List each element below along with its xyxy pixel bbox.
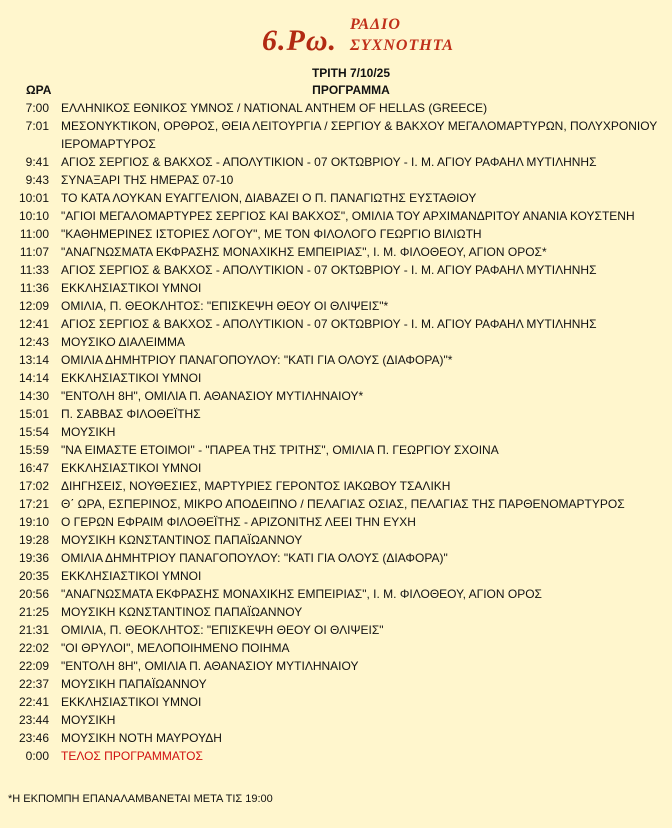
broadcast-time: 20:35 [18, 569, 49, 583]
program-title: Θ΄ ΩΡΑ, ΕΣΠΕΡΙΝΟΣ, ΜΙΚΡΟ ΑΠΟΔΕΙΠΝΟ / ΠΕΛΑΓΙΑΣ ΟΣΙΑΣ, ΠΕΛΑΓΙΑΣ ΤΗΣ ΠΑΡΘΕΝΟΜΑΡΤΥΡΟΣ [61, 497, 625, 511]
broadcast-time: 15:01 [18, 407, 49, 421]
schedule-row [0, 639, 672, 657]
broadcast-time: 15:59 [18, 443, 49, 457]
broadcast-time: 19:10 [18, 515, 49, 529]
logo-word-radio: ΡΑΔΙΟ [350, 16, 401, 33]
program-title: ΜΕΣΟΝΥΚΤΙΚΟΝ, ΟΡΘΡΟΣ, ΘΕΙΑ ΛΕΙΤΟΥΡΓΙΑ / ΣΕΡΓΙΟΥ & ΒΑΚΧΟΥ ΜΕΓΑΛΟΜΑΡΤΥΡΩΝ, ΠΟΛΥΧΡΟΝΙΟΥ ΙΕΡΟΜΑΡΤΥΡΟΣ [61, 119, 657, 151]
broadcast-time: 0:00 [25, 749, 49, 763]
program-title: ΕΚΚΛΗΣΙΑΣΤΙΚΟΙ ΥΜΝΟΙ [61, 569, 202, 583]
broadcast-time: 7:00 [25, 101, 49, 115]
program-title: "ΑΝΑΓΝΩΣΜΑΤΑ ΕΚΦΡΑΣΗΣ ΜΟΝΑΧΙΚΗΣ ΕΜΠΕΙΡΙΑΣ", Ι. Μ. ΦΙΛΟΘΕΟΥ, ΑΓΙΟΝ ΟΡΟΣ* [61, 245, 547, 259]
schedule-row [0, 189, 672, 207]
program-title: "ΑΝΑΓΝΩΣΜΑΤΑ ΕΚΦΡΑΣΗΣ ΜΟΝΑΧΙΚΗΣ ΕΜΠΕΙΡΙΑΣ", Ι. Μ. ΦΙΛΟΘΕΟΥ, ΑΓΙΟΝ ΟΡΟΣ [61, 587, 542, 601]
program-title: ΣΥΝΑΞΑΡΙ ΤΗΣ ΗΜΕΡΑΣ 07-10 [61, 173, 234, 187]
schedule-row [0, 333, 672, 351]
broadcast-time: 11:00 [19, 227, 49, 241]
broadcast-time: 9:41 [25, 155, 49, 169]
broadcast-time: 22:09 [18, 659, 49, 673]
broadcast-time: 11:07 [19, 245, 49, 259]
program-title: ΟΜΙΛΙΑ, Π. ΘΕΟΚΛΗΤΟΣ: "ΕΠΙΣΚΕΨΗ ΘΕΟΥ ΟΙ ΘΛΙΨΕΙΣ" [61, 623, 384, 637]
broadcast-time: 12:41 [18, 317, 49, 331]
program-title: ΜΟΥΣΙΚΗ ΚΩΝΣΤΑΝΤΙΝΟΣ ΠΑΠΑΪΩΑΝΝΟΥ [61, 605, 303, 619]
broadcast-time: 22:41 [18, 695, 49, 709]
schedule-row [0, 585, 672, 603]
program-title: Π. ΣΑΒΒΑΣ ΦΙΛΟΘΕΪΤΗΣ [61, 407, 201, 421]
program-column-header: ΠΡΟΓΡΑΜΜΑ [312, 83, 390, 97]
program-title: ΤΟ ΚΑΤΑ ΛΟΥΚΑΝ ΕΥΑΓΓΕΛΙΟΝ, ΔΙΑΒΑΖΕΙ Ο Π. ΠΑΝΑΓΙΩΤΗΣ ΕΥΣΤΑΘΙΟΥ [61, 191, 477, 205]
broadcast-time: 17:21 [18, 497, 49, 511]
broadcast-time: 12:09 [18, 299, 49, 313]
broadcast-time: 10:10 [18, 209, 49, 223]
broadcast-time: 23:46 [18, 731, 49, 745]
program-title: ΑΓΙΟΣ ΣΕΡΓΙΟΣ & ΒΑΚΧΟΣ - ΑΠΟΛΥΤΙΚΙΟΝ - 07 ΟΚΤΩΒΡΙΟΥ - Ι. Μ. ΑΓΙΟΥ ΡΑΦΑΗΛ ΜΥΤΙΛΗΝΗΣ [61, 317, 597, 331]
program-title: "ΕΝΤΟΛΗ 8Η", ΟΜΙΛΙΑ Π. ΑΘΑΝΑΣΙΟΥ ΜΥΤΙΛΗΝΑΙΟΥ [61, 659, 359, 673]
program-title: ΕΛΛΗΝΙΚΟΣ ΕΘΝΙΚΟΣ ΥΜΝΟΣ / NATIONAL ANTHEM OF HELLAS (GREECE) [61, 101, 488, 115]
program-title: ΤΕΛΟΣ ΠΡΟΓΡΑΜΜΑΤΟΣ [61, 749, 203, 763]
schedule-row [0, 297, 672, 315]
program-title: ΜΟΥΣΙΚΗ [61, 425, 116, 439]
schedule-date: ΤΡΙΤΗ 7/10/25 [311, 66, 391, 80]
schedule-list [0, 99, 672, 765]
schedule-row [0, 423, 672, 441]
broadcast-time: 11:33 [19, 263, 49, 277]
schedule-row [0, 567, 672, 585]
broadcast-time: 20:56 [18, 587, 49, 601]
station-logo [0, 10, 672, 62]
schedule-row [0, 657, 672, 675]
program-title: ΜΟΥΣΙΚΗ [61, 713, 116, 727]
logo-word-frequency: ΣΥΧΝΟΤΗΤΑ [350, 37, 454, 54]
program-title: ΜΟΥΣΙΚΟ ΔΙΑΛΕΙΜΜΑ [61, 335, 186, 349]
program-title: "ΟΙ ΘΡΥΛΟΙ", ΜΕΛΟΠΟΙΗΜΕΝΟ ΠΟΙΗΜΑ [61, 641, 290, 655]
schedule-row [0, 387, 672, 405]
broadcast-time: 7:01 [25, 119, 49, 133]
program-title: "ΚΑΘΗΜΕΡΙΝΕΣ ΙΣΤΟΡΙΕΣ ΛΟΓΟΥ", ΜΕ ΤΟΝ ΦΙΛΟΛΟΓΟ ΓΕΩΡΓΙΟ ΒΙΛΙΩΤΗ [61, 227, 482, 241]
broadcast-time: 16:47 [18, 461, 49, 475]
program-title: ΜΟΥΣΙΚΗ ΠΑΠΑΪΩΑΝΝΟΥ [61, 677, 207, 691]
broadcast-time: 15:54 [18, 425, 49, 439]
schedule-row [0, 477, 672, 495]
schedule-row [0, 675, 672, 693]
program-title: "ΕΝΤΟΛΗ 8Η", ΟΜΙΛΙΑ Π. ΑΘΑΝΑΣΙΟΥ ΜΥΤΙΛΗΝΑΙΟΥ* [61, 389, 364, 403]
schedule-row [0, 117, 672, 153]
schedule-row [0, 531, 672, 549]
schedule-row [0, 747, 672, 765]
program-title: ΕΚΚΛΗΣΙΑΣΤΙΚΟΙ ΥΜΝΟΙ [61, 461, 202, 475]
schedule-row [0, 207, 672, 225]
program-title: "ΝΑ ΕΙΜΑΣΤΕ ΕΤΟΙΜΟΙ" - "ΠΑΡΕΑ ΤΗΣ ΤΡΙΤΗΣ", ΟΜΙΛΙΑ Π. ΓΕΩΡΓΙΟΥ ΣΧΟΙΝΑ [61, 443, 499, 457]
schedule-row [0, 369, 672, 387]
program-title: Ο ΓΕΡΩΝ ΕΦΡΑΙΜ ΦΙΛΟΘΕΪΤΗΣ - ΑΡΙΖΟΝΙΤΗΣ ΛΕΕΙ ΤΗΝ ΕΥΧΗ [61, 515, 416, 529]
schedule-row [0, 513, 672, 531]
program-title: ΕΚΚΛΗΣΙΑΣΤΙΚΟΙ ΥΜΝΟΙ [61, 281, 202, 295]
schedule-row [0, 315, 672, 333]
broadcast-time: 10:01 [18, 191, 49, 205]
broadcast-time: 9:43 [25, 173, 49, 187]
broadcast-time: 12:43 [18, 335, 49, 349]
broadcast-time: 22:02 [18, 641, 49, 655]
program-title: ΑΓΙΟΣ ΣΕΡΓΙΟΣ & ΒΑΚΧΟΣ - ΑΠΟΛΥΤΙΚΙΟΝ - 07 ΟΚΤΩΒΡΙΟΥ - Ι. Μ. ΑΓΙΟΥ ΡΑΦΑΗΛ ΜΥΤΙΛΗΝΗΣ [61, 155, 597, 169]
program-title: ΑΓΙΟΣ ΣΕΡΓΙΟΣ & ΒΑΚΧΟΣ - ΑΠΟΛΥΤΙΚΙΟΝ - 07 ΟΚΤΩΒΡΙΟΥ - Ι. Μ. ΑΓΙΟΥ ΡΑΦΑΗΛ ΜΥΤΙΛΗΝΗΣ [61, 263, 597, 277]
program-title: ΔΙΗΓΗΣΕΙΣ, ΝΟΥΘΕΣΙΕΣ, ΜΑΡΤΥΡΙΕΣ ΓΕΡΟΝΤΟΣ ΙΑΚΩΒΟΥ ΤΣΑΛΙΚΗ [61, 479, 451, 493]
schedule-row [0, 459, 672, 477]
schedule-row [0, 153, 672, 171]
schedule-row [0, 279, 672, 297]
broadcast-time: 14:30 [18, 389, 49, 403]
program-title: "ΑΓΙΟΙ ΜΕΓΑΛΟΜΑΡΤΥΡΕΣ ΣΕΡΓΙΟΣ ΚΑΙ ΒΑΚΧΟΣ", ΟΜΙΛΙΑ ΤΟΥ ΑΡΧΙΜΑΝΔΡΙΤΟΥ ΑΝΑΝΙΑ ΚΟΥΣΤΕΝΗ [61, 209, 635, 223]
broadcast-time: 19:28 [18, 533, 49, 547]
schedule-row [0, 549, 672, 567]
broadcast-time: 22:37 [18, 677, 49, 691]
repeat-footnote: *Η ΕΚΠΟΜΠΗ ΕΠΑΝΑΛΑΜΒΑΝΕΤΑΙ ΜΕΤΑ ΤΙΣ 19:00 [8, 793, 273, 805]
broadcast-time: 21:31 [18, 623, 49, 637]
schedule-row [0, 495, 672, 513]
program-title: ΜΟΥΣΙΚΗ ΚΩΝΣΤΑΝΤΙΝΟΣ ΠΑΠΑΪΩΑΝΝΟΥ [61, 533, 303, 547]
program-title: ΜΟΥΣΙΚΗ ΝΟΤΗ ΜΑΥΡΟΥΔΗ [61, 731, 222, 745]
time-column-header: ΩΡΑ [26, 83, 52, 97]
broadcast-time: 11:36 [19, 281, 49, 295]
program-title: ΟΜΙΛΙΑ ΔΗΜΗΤΡΙΟΥ ΠΑΝΑΓΟΠΟΥΛΟΥ: "ΚΑΤΙ ΓΙΑ ΟΛΟΥΣ (ΔΙΑΦΟΡΑ)"* [61, 353, 453, 367]
schedule-row [0, 261, 672, 279]
schedule-row [0, 171, 672, 189]
schedule-row [0, 441, 672, 459]
schedule-row [0, 405, 672, 423]
schedule-row [0, 603, 672, 621]
broadcast-time: 19:36 [18, 551, 49, 565]
broadcast-time: 14:14 [18, 371, 49, 385]
schedule-row [0, 99, 672, 117]
broadcast-time: 23:44 [18, 713, 49, 727]
schedule-row [0, 243, 672, 261]
schedule-row [0, 711, 672, 729]
program-title: ΕΚΚΛΗΣΙΑΣΤΙΚΟΙ ΥΜΝΟΙ [61, 371, 202, 385]
logo-mark: 6.Ρω. [262, 24, 338, 57]
schedule-row [0, 351, 672, 369]
broadcast-time: 17:02 [18, 479, 49, 493]
schedule-row [0, 225, 672, 243]
program-title: ΟΜΙΛΙΑ ΔΗΜΗΤΡΙΟΥ ΠΑΝΑΓΟΠΟΥΛΟΥ: "ΚΑΤΙ ΓΙΑ ΟΛΟΥΣ (ΔΙΑΦΟΡΑ)" [61, 551, 448, 565]
schedule-row [0, 621, 672, 639]
schedule-row [0, 693, 672, 711]
broadcast-time: 13:14 [18, 353, 49, 367]
schedule-row [0, 729, 672, 747]
broadcast-time: 21:25 [18, 605, 49, 619]
program-title: ΟΜΙΛΙΑ, Π. ΘΕΟΚΛΗΤΟΣ: "ΕΠΙΣΚΕΨΗ ΘΕΟΥ ΟΙ ΘΛΙΨΕΙΣ"* [61, 299, 389, 313]
program-title: ΕΚΚΛΗΣΙΑΣΤΙΚΟΙ ΥΜΝΟΙ [61, 695, 202, 709]
